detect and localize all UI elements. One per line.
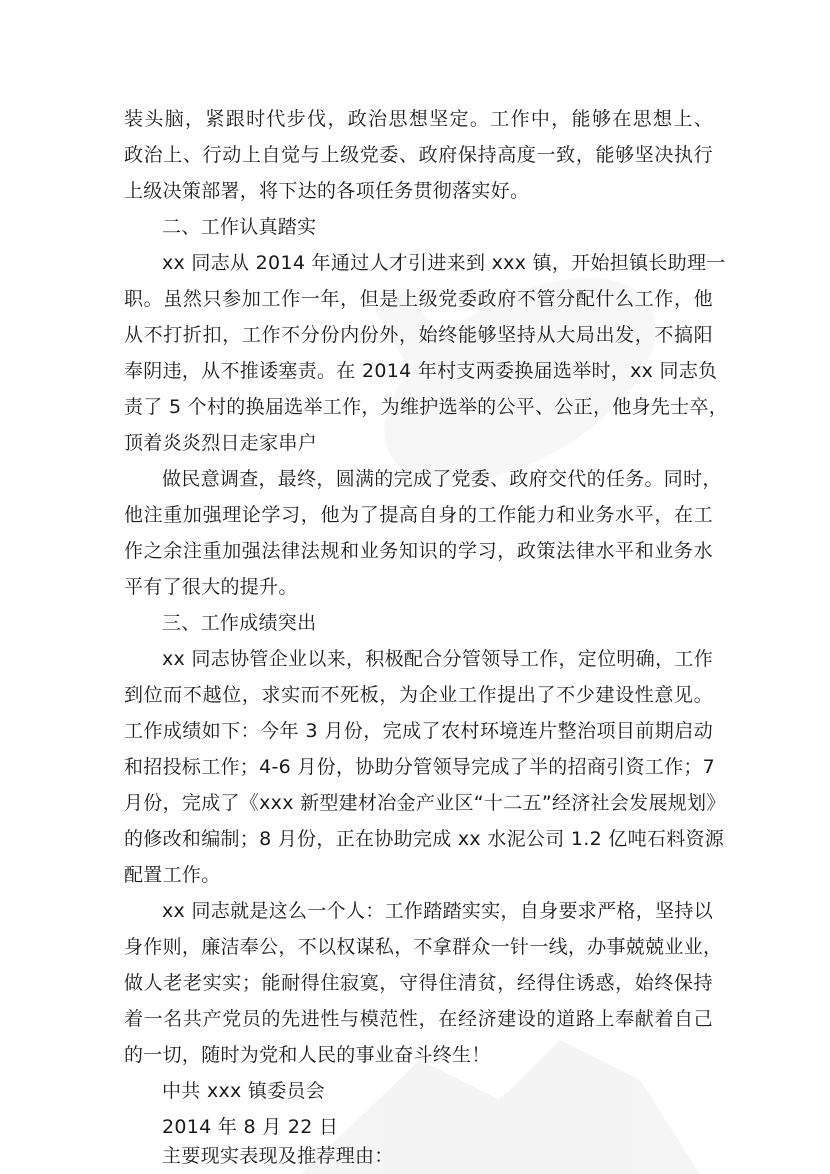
paragraph-line: 平有了很大的提升。 xyxy=(124,576,298,598)
paragraph-line: 工作成绩如下：今年 3 月份，完成了农村环境连片整治项目前期启动 xyxy=(124,720,713,742)
paragraph-line: xx 同志协管企业以来，积极配合分管领导工作，定位明确，工作 xyxy=(162,648,713,670)
subheading: 主要现实表现及推荐理由： xyxy=(162,1145,394,1167)
section-heading: 二、工作认真踏实 xyxy=(162,216,317,238)
paragraph-line: 做民意调查，最终，圆满的完成了党委、政府交代的任务。同时， xyxy=(162,468,722,490)
paragraph-line: 作之余注重加强法律法规和业务知识的学习，政策法律水平和业务水 xyxy=(124,540,713,562)
paragraph-line: 月份，完成了《xxx 新型建材冶金产业区“十二五”经济社会发展规划》 xyxy=(124,792,726,814)
paragraph-line: xx 同志从 2014 年通过人才引进来到 xxx 镇，开始担镇长助理一 xyxy=(162,252,726,274)
paragraph-line: 着一名共产党员的先进性与模范性，在经济建设的道路上奉献着自己 xyxy=(124,1008,713,1030)
signature-date: 2014 年 8 月 22 日 xyxy=(162,1116,339,1138)
paragraph-line: 从不打折扣，工作不分份内份外，始终能够坚持从大局出发，不搞阳 xyxy=(124,324,713,346)
paragraph-line: 职。虽然只参加工作一年，但是上级党委政府不管分配什么工作，他 xyxy=(124,288,713,310)
paragraph-line: 配置工作。 xyxy=(124,864,221,886)
paragraph-line: 责了 5 个村的换届选举工作，为维护选举的公平、公正，他身先士卒， xyxy=(124,396,729,418)
paragraph-line: 奉阴违，从不推诿塞责。在 2014 年村支两委换届选举时，xx 同志负 xyxy=(124,360,718,382)
paragraph-line: 上级决策部署，将下达的各项任务贯彻落实好。 xyxy=(124,180,530,202)
section-heading: 三、工作成绩突出 xyxy=(162,612,317,634)
paragraph-line: 做人老老实实；能耐得住寂寞，守得住清贫，经得住诱惑，始终保持 xyxy=(124,972,713,994)
paragraph-line: 到位而不越位，求实而不死板，为企业工作提出了不少建设性意见。 xyxy=(124,684,713,706)
paragraph-line: xx 同志就是这么一个人：工作踏踏实实，自身要求严格，坚持以 xyxy=(162,900,713,922)
paragraph-line: 装头脑，紧跟时代步伐，政治思想坚定。工作中，能够在思想上、 xyxy=(124,108,713,130)
paragraph-line: 和招投标工作；4-6 月份，协助分管领导完成了半的招商引资工作；7 xyxy=(124,756,716,778)
paragraph-line: 政治上、行动上自觉与上级党委、政府保持高度一致，能够坚决执行 xyxy=(124,144,713,166)
paragraph-line: 顶着炎炎烈日走家串户 xyxy=(124,432,318,454)
paragraph-line: 的修改和编制；8 月份，正在协助完成 xx 水泥公司 1.2 亿吨石料资源 xyxy=(124,828,725,850)
paragraph-line: 身作则，廉洁奉公，不以权谋私，不拿群众一针一线，办事兢兢业业， xyxy=(124,936,723,958)
paragraph-line: 的一切，随时为党和人民的事业奋斗终生！ xyxy=(124,1044,491,1066)
signature-organization: 中共 xxx 镇委员会 xyxy=(162,1080,326,1102)
paragraph-line: 他注重加强理论学习，他为了提高自身的工作能力和业务水平，在工 xyxy=(124,504,713,526)
